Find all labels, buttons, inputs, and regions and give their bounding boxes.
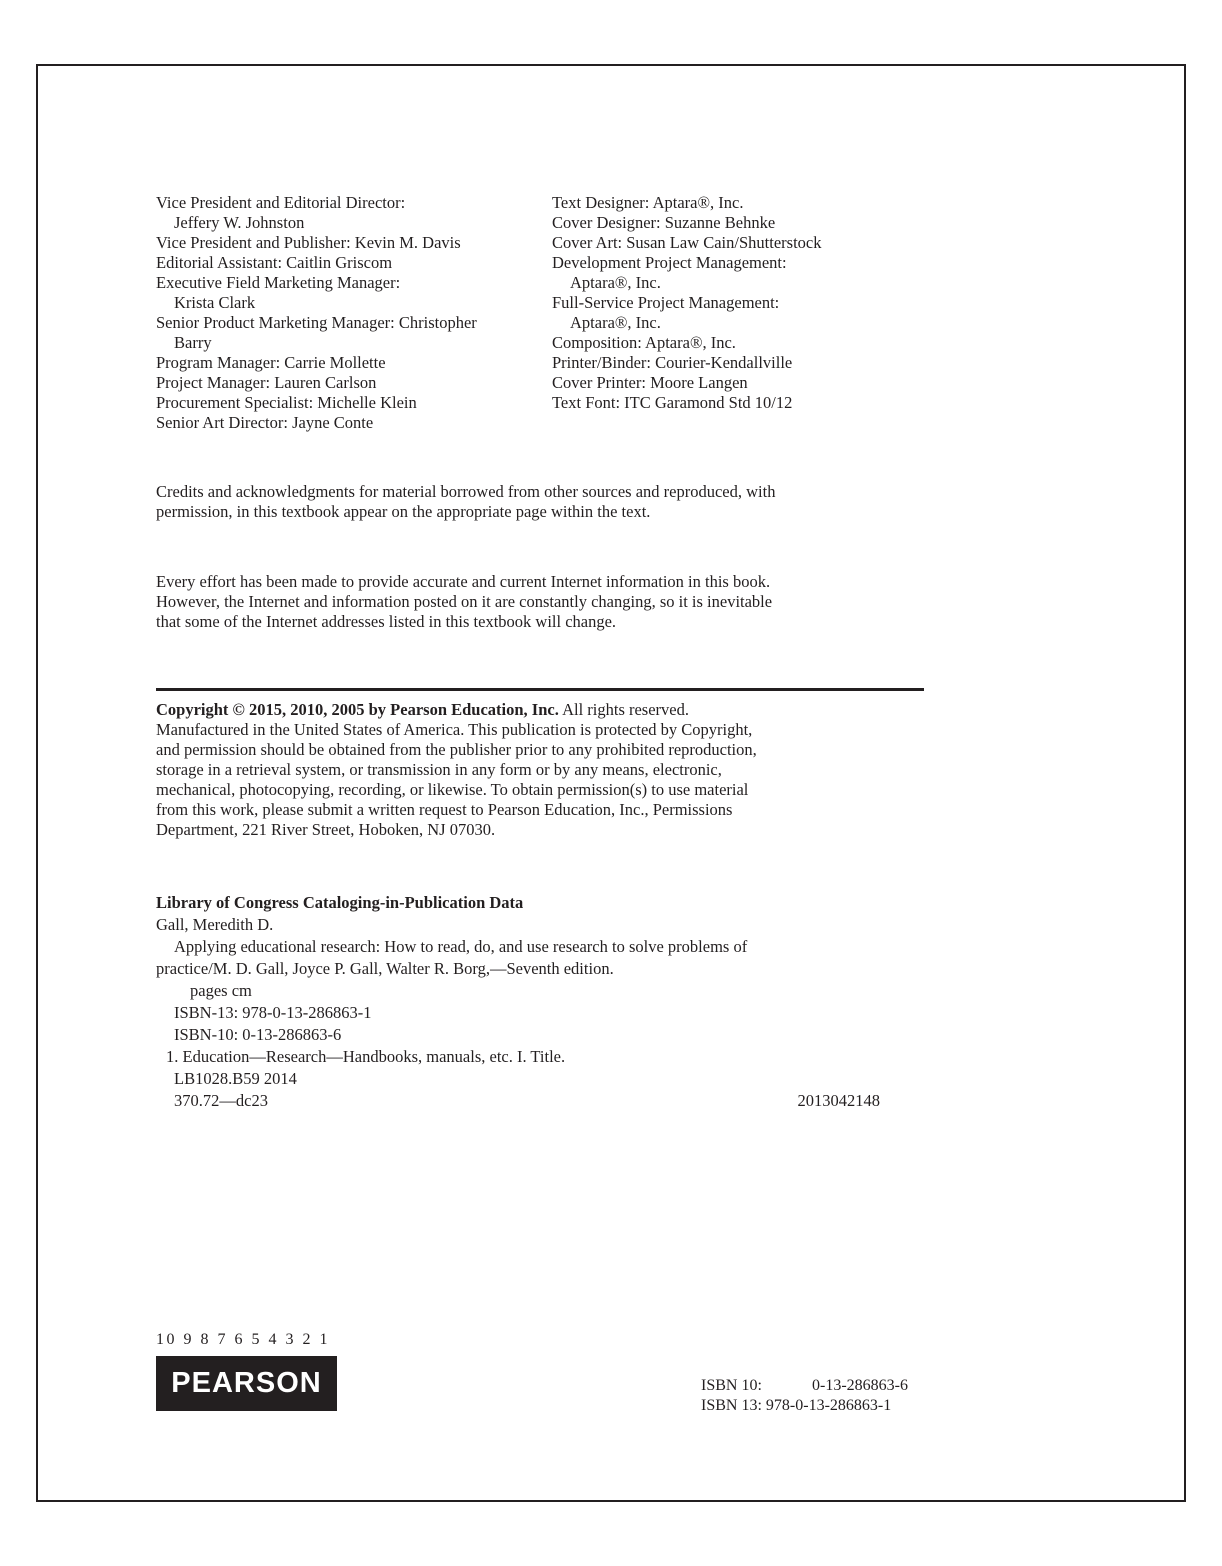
copyright-line: Manufactured in the United States of America. This publication is protected by Copyright, — [156, 720, 753, 739]
credit-line: Executive Field Marketing Manager: — [156, 273, 401, 292]
cip-lccn: 2013042148 — [797, 1091, 880, 1110]
internet-notice-line: Every effort has been made to provide accurate and current Internet information in this book. — [156, 572, 771, 591]
internet-notice-line: However, the Internet and information posted on it are constantly changing, so it is inevitable — [156, 592, 773, 611]
credit-line: Cover Art: Susan Law Cain/Shutterstock — [552, 233, 822, 252]
credits-right-column — [552, 193, 932, 413]
pearson-logo — [156, 1356, 337, 1411]
credit-line: Text Designer: Aptara®, Inc. — [552, 193, 744, 212]
credit-line: Senior Art Director: Jayne Conte — [156, 413, 374, 432]
cip-author: Gall, Meredith D. — [156, 915, 274, 934]
cip-isbn10: ISBN-10: 0-13-286863-6 — [174, 1025, 342, 1044]
isbn-block — [701, 1376, 908, 1416]
credit-line: Printer/Binder: Courier-Kendallville — [552, 353, 793, 372]
credit-line: Full-Service Project Management: — [552, 293, 780, 312]
credit-line: Barry — [174, 333, 212, 352]
credits-left-column — [156, 193, 546, 433]
credit-line: Editorial Assistant: Caitlin Griscom — [156, 253, 393, 272]
credit-line: Krista Clark — [174, 293, 256, 312]
cip-pages: pages cm — [190, 981, 252, 1000]
copyright-line: Department, 221 River Street, Hoboken, NJ 07030. — [156, 820, 496, 839]
credit-line: Procurement Specialist: Michelle Klein — [156, 393, 417, 412]
credit-line: Text Font: ITC Garamond Std 10/12 — [552, 393, 793, 412]
credit-line: Vice President and Publisher: Kevin M. Davis — [156, 233, 461, 252]
copyright-lead-line — [156, 700, 926, 720]
credit-line: Senior Product Marketing Manager: Christopher — [156, 313, 477, 332]
acknowledgments-line: permission, in this textbook appear on the appropriate page within the text. — [156, 502, 651, 521]
isbn10-label: ISBN 10: — [701, 1377, 762, 1394]
printer-key-line: 10 9 8 7 6 5 4 3 2 1 — [156, 1331, 330, 1348]
credit-line: Project Manager: Lauren Carlson — [156, 373, 377, 392]
isbn10-value: 0-13-286863-6 — [812, 1377, 908, 1394]
cip-title-line: practice/M. D. Gall, Joyce P. Gall, Walter R. Borg,—Seventh edition. — [156, 959, 614, 978]
copyright-paragraph — [156, 700, 926, 840]
credit-line: Vice President and Editorial Director: — [156, 193, 406, 212]
copyright-line: mechanical, photocopying, recording, or likewise. To obtain permission(s) to use material — [156, 780, 749, 799]
cip-dewey: 370.72—dc23 — [174, 1091, 268, 1110]
credit-line: Aptara®, Inc. — [570, 313, 661, 332]
copyright-line: and permission should be obtained from the publisher prior to any prohibited reproduction, — [156, 740, 757, 759]
pearson-logo-text: PEARSON — [171, 1367, 322, 1399]
isbn13-value: 978-0-13-286863-1 — [765, 1397, 892, 1414]
cip-lc-class: LB1028.B59 2014 — [174, 1069, 297, 1088]
copyright-line: from this work, please submit a written request to Pearson Education, Inc., Permissions — [156, 800, 733, 819]
credit-line: Composition: Aptara®, Inc. — [552, 333, 736, 352]
cip-dewey-row — [156, 1090, 896, 1112]
cip-subjects: 1. Education—Research—Handbooks, manuals, etc. I. Title. — [166, 1047, 566, 1066]
cip-heading: Library of Congress Cataloging-in-Publication Data — [156, 893, 524, 912]
credit-line: Program Manager: Carrie Mollette — [156, 353, 386, 372]
internet-notice-paragraph — [156, 572, 926, 632]
copyright-notice: Copyright © 2015, 2010, 2005 by Pearson Education, Inc. — [156, 700, 559, 719]
isbn13-label: ISBN 13: — [701, 1397, 762, 1414]
copyright-line: storage in a retrieval system, or transmission in any form or by any means, electronic, — [156, 760, 722, 779]
acknowledgments-line: Credits and acknowledgments for material borrowed from other sources and reproduced, with — [156, 482, 776, 501]
credit-line: Cover Printer: Moore Langen — [552, 373, 748, 392]
internet-notice-line: that some of the Internet addresses listed in this textbook will change. — [156, 612, 617, 631]
rights-reserved: All rights reserved. — [558, 700, 689, 719]
isbn10-row — [701, 1376, 908, 1396]
credit-line: Development Project Management: — [552, 253, 787, 272]
acknowledgments-paragraph — [156, 482, 926, 522]
isbn13-row — [701, 1396, 908, 1416]
credit-line: Aptara®, Inc. — [570, 273, 661, 292]
cip-data-block — [156, 892, 896, 1112]
credit-line: Jeffery W. Johnston — [174, 213, 305, 232]
credit-line: Cover Designer: Suzanne Behnke — [552, 213, 776, 232]
cip-isbn13: ISBN-13: 978-0-13-286863-1 — [174, 1003, 372, 1022]
copyright-rule — [156, 688, 924, 691]
cip-title-line: Applying educational research: How to read, do, and use research to solve problems of — [174, 937, 748, 956]
